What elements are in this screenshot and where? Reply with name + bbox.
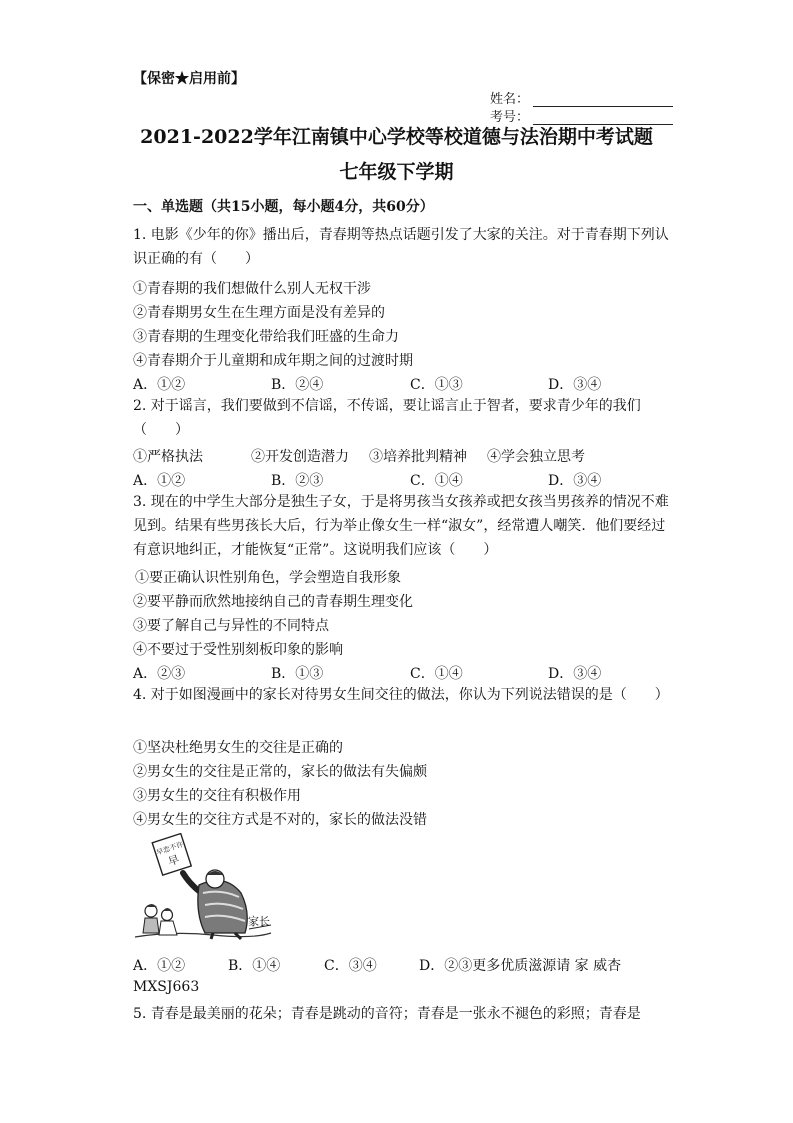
sign-text-top: 早恋不许 xyxy=(155,840,185,857)
option-c[interactable]: C．①④ xyxy=(410,666,463,682)
option-a[interactable]: A．①② xyxy=(133,377,186,393)
option-b[interactable]: B．①③ xyxy=(271,666,324,682)
question-2-stem: 2. 对于谣言，我们要做到不信谣，不传谣，要让谣言止于智者，要求青少年的我们（ ） xyxy=(133,398,641,438)
exam-title: 2021-2022学年江南镇中心学校等校道德与法治期中考试题 xyxy=(140,126,653,148)
id-label: 考号： xyxy=(490,110,530,125)
name-field xyxy=(490,88,673,107)
question-4-item: ①坚决杜绝男女生的交往是正确的 xyxy=(133,740,343,756)
question-1-item: ③青春期的生理变化带给我们旺盛的生命力 xyxy=(133,329,399,345)
question-3-stem: 3. 现在的中学生大部分是独生子女，于是将男孩当女孩养或把女孩当男孩养的情况不难见到。结果有些男孩长大后，行为举止像女生一样“淑女”，经常遭人嘲笑．他们要经过有意识地纠正，才能恢复“正常”。这说明我们应该（ ） xyxy=(133,494,669,558)
question-2-items xyxy=(133,446,673,470)
name-label: 姓名： xyxy=(490,92,530,107)
question-2-item: ②开发创造潜力 xyxy=(251,449,349,465)
option-c[interactable]: C．①③ xyxy=(410,377,463,393)
option-b[interactable]: B．②③ xyxy=(271,473,324,489)
question-3-item: ④不要过于受性别刻板印象的影响 xyxy=(133,642,343,658)
name-blank[interactable] xyxy=(533,93,673,107)
option-d[interactable]: D．③④ xyxy=(548,666,602,682)
question-1-item: ④青春期介于儿童期和成年期之间的过渡时期 xyxy=(133,353,413,369)
sign-board xyxy=(152,834,191,876)
exam-subtitle: 七年级下学期 xyxy=(339,161,454,183)
question-2-item: ③培养批判精神 xyxy=(369,449,467,465)
parent-cartoon-illustration xyxy=(133,833,273,945)
option-d[interactable]: D．③④ xyxy=(548,377,602,393)
question-4-item: ④男女生的交往方式是不对的，家长的做法没错 xyxy=(133,812,427,828)
question-4-options xyxy=(133,955,673,979)
sign-text-big: 早 xyxy=(166,852,181,869)
question-3-item: ②要平静而欣然地接纳自己的青春期生理变化 xyxy=(133,594,413,610)
option-a[interactable]: A．①② xyxy=(133,958,186,974)
option-b[interactable]: B．①④ xyxy=(228,958,281,974)
students xyxy=(143,904,177,935)
option-a[interactable]: A．②③ xyxy=(133,666,186,682)
option-d[interactable]: D．③④ xyxy=(548,473,602,489)
option-a[interactable]: A．①② xyxy=(133,473,186,489)
option-c[interactable]: C．③④ xyxy=(324,958,377,974)
confidential-mark: 【保密★启用前】 xyxy=(133,71,245,87)
question-2-item: ④学会独立思考 xyxy=(487,449,585,465)
question-2-item: ①严格执法 xyxy=(133,449,203,465)
question-4-item: ②男女生的交往是正常的，家长的做法有失偏颇 xyxy=(133,764,427,780)
ground-line xyxy=(135,933,271,937)
question-4-stem: 4. 对于如图漫画中的家长对待男女生间交往的做法，你认为下列说法错误的是（ ） xyxy=(133,687,669,703)
section-heading: 一、单选题（共15小题，每小题4分，共60分） xyxy=(133,199,434,215)
option-b[interactable]: B．②④ xyxy=(271,377,324,393)
question-1-stem: 1. 电影《少年的你》播出后，青春期等热点话题引发了大家的关注。对于青春期下列认识正确的有（ ） xyxy=(133,227,669,267)
option-c[interactable]: C．①④ xyxy=(410,473,463,489)
question-1-item: ①青春期的我们想做什么别人无权干涉 xyxy=(133,281,371,297)
question-3-item: ①要正确认识性别角色，学会塑造自我形象 xyxy=(135,570,401,586)
watermark-code: MXSJ663 xyxy=(133,979,200,995)
question-4-item: ③男女生的交往有积极作用 xyxy=(133,788,301,804)
question-1-item: ②青春期男女生在生理方面是没有差异的 xyxy=(133,305,385,321)
question-5-stem: 5. 青春是最美丽的花朵；青春是跳动的音符；青春是一张永不褪色的彩照；青春是 xyxy=(133,1006,641,1022)
option-d[interactable]: D．②③更多优质滋源请 家 威杏 xyxy=(419,958,622,974)
cartoon-caption: 家长 xyxy=(248,915,270,928)
question-3-item: ③要了解自己与异性的不同特点 xyxy=(133,618,329,634)
